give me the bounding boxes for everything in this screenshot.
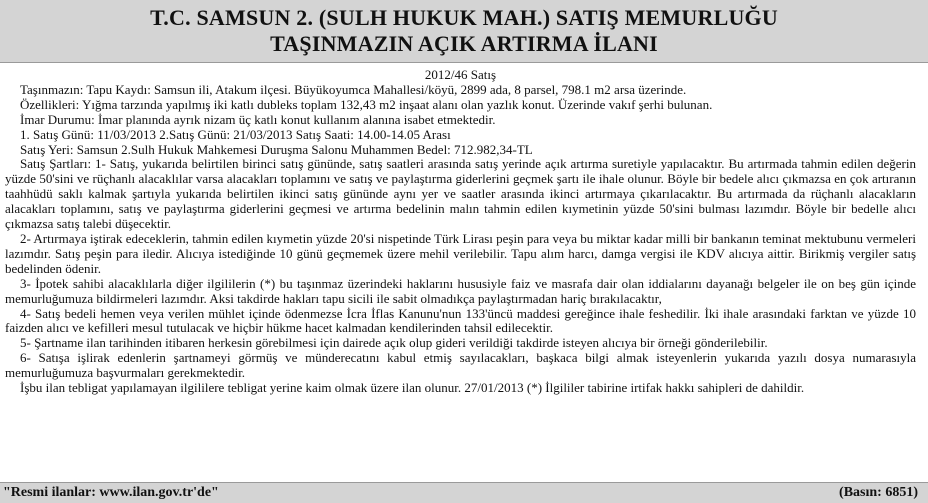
notice-title-line-1: T.C. SAMSUN 2. (SULH HUKUK MAH.) SATIŞ MEMURLUĞU [150,5,778,30]
notice-header [0,0,928,63]
sale-location-line: Satış Yeri: Samsun 2.Sulh Hukuk Mahkemesi Duruşma Salonu Muhammen Bedel: 712.982,34-TL [20,141,533,157]
file-reference: 2012/46 Satış [424,67,497,82]
claims-notice-paragraph: 3- İpotek sahibi alacaklılarla diğer ilgililerin (*) bu taşınmaz üzerindeki haklarını hususiyle faiz ve masrafa dair olan iddialarını dayanağı belgeler ile on beş gün içinde memurluğumuza bildirmeleri lazımdır. Aksi takdirde hakları tapu sicili ile sabit olmadıkça paylaştırmadan hariç bırakılacaktır, [5,275,916,306]
official-notices-link[interactable]: "Resmi ilanlar: www.ilan.gov.tr'de" [3,485,219,500]
notice-body [0,68,928,483]
notice-title-line-2: TAŞINMAZIN AÇIK ARTIRMA İLANI [270,31,658,56]
property-registry-line: Taşınmazın: Tapu Kaydı: Samsun ili, Atakum ilçesi. Büyükoyumca Mahallesi/köyü, 2899 ada, 8 parsel, 798.1 m2 arsa üzerinde. [20,81,687,97]
sale-terms-paragraph: Satış Şartları: 1- Satış, yukarıda belirtilen birinci satış gününde, satış saatleri arasında satış yerinde açık artırma suretiyle yapılacaktır. Bu artırmada tahmin edilen değerin yüzde 50'sini ve rüçhanlı alacaklılar varsa alacakları toplamını ve satış ve paylaştırma giderlerini geçmek şartı ile ihale olunur. Böyle bir bedele alıcı çıkmazsa en çok artıranın taahhüdü saklı kalmak şartıyla yukarıda belirtilen ikinci satış gününde aynı yer ve saatler arasında ikinci artırmaya çıkarılacaktır. Bu artırmada da rüçhanlı alacakların alacakları toplamını, satış ve paylaştırma giderlerini geçmesi ve artırma bedelinin malın tahmin edilen kıymetinin yüzde 50'sini bulması lazımdır. Böyle bir bedelle alıcı çıkmazsa satış talebi düşecektir. [5,156,916,232]
zoning-status-line: İmar Durumu: İmar planında ayrık nizam üç katlı konut kullanım alanına isabet etmektedir. [20,111,496,127]
payment-terms-paragraph: 4- Satış bedeli hemen veya verilen mühlet içinde ödenmezse İcra İflas Kanunu'nun 133'üncü maddesi gereğince ihale feshedilir. İki ihale arasındaki farktan ve yüzde 10 faizden alıcı ve kefilleri mesul tutulacak ve hiçbir hükme hacet kalmadan kendilerinden tahsil edilecektir. [5,305,916,336]
press-number: (Basın: 6851) [839,485,918,500]
sale-dates-line: 1. Satış Günü: 11/03/2013 2.Satış Günü: 21/03/2013 Satış Saati: 14.00-14.05 Arası [20,126,451,142]
participation-terms-paragraph: 2- Artırmaya iştirak edeceklerin, tahmin edilen kıymetin yüzde 20'si nispetinde Türk Lirası peşin para veya bu miktar kadar milli bir bankanın teminat mektubunu vermeleri lazımdır. Satış peşin para iledir. Alıcıya istediğinde 10 günü geçmemek üzere mehil verilebilir. Tapu alım harcı, damga vergisi ile KDV alıcıya aittir. Birikmiş vergiler satış bedelinden ödenir. [5,230,916,276]
service-notice-paragraph: İşbu ilan tebligat yapılamayan ilgililere tebligat yerine kaim olmak üzere ilan olunur. 27/01/2013 (*) İlgililer tabirine irtifak hakkı sahipleri de dahildir. [20,380,805,396]
acceptance-paragraph: 6- Satışa işlirak edenlerin şartnameyi görmüş ve münderecatını kabul etmiş sayılacakları, başkaca bilgi almak isteyenlerin yukarıda yazılı dosya numarasıyla memurluğumuza başvurmaları gerekmektedir. [5,350,916,381]
specification-paragraph: 5- Şartname ilan tarihinden itibaren herkesin görebilmesi için dairede açık olup gideri verildiği takdirde isteyen alıcıya bir örneği gönderilebilir. [20,335,768,351]
notice-footer [0,482,928,503]
property-features-line: Özellikleri: Yığma tarzında yapılmış iki katlı dubleks toplam 132,43 m2 inşaat alanı olan yazlık konut. Üzerinde vakıf şerhi bulunan. [20,96,713,112]
